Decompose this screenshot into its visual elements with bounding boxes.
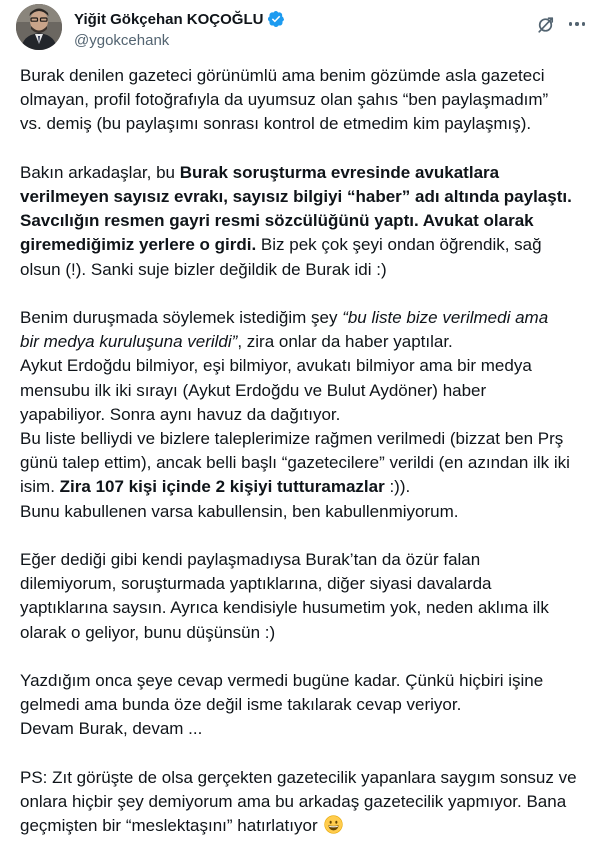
- text-line: yapabiliyor. Sonra aynı havuz da dağıtıyor.: [20, 404, 341, 424]
- author-block: [74, 9, 285, 49]
- text-line: gelmedi ama bunda öze değil isme takılarak cevap veriyor.: [20, 695, 462, 715]
- text-run: :)).: [384, 477, 411, 497]
- tweet-text: [20, 64, 592, 838]
- paragraph-1: [20, 64, 592, 137]
- text-line: [20, 233, 592, 257]
- text-run: isim.: [20, 477, 60, 497]
- text-run: Biz pek çok şeyi ondan öğrendik, sağ: [256, 235, 542, 255]
- paragraph-4: [20, 548, 592, 645]
- more-options-icon[interactable]: [566, 13, 588, 35]
- bold-text: verilmeyen sayısız evrakı, sayısız bilgiyi “haber” adı altında paylaştı.: [20, 187, 572, 206]
- text-line: [20, 330, 592, 354]
- text-line: [20, 306, 592, 330]
- text-run: Bakın arkadaşlar, bu: [20, 162, 180, 182]
- text-run: geçmişten bir “meslektaşını” hatırlatıyor: [20, 816, 318, 836]
- author-display-name[interactable]: Yiğit Gökçehan KOÇOĞLU: [74, 10, 264, 28]
- paragraph-5: [20, 669, 592, 742]
- avatar-photo: [16, 4, 62, 50]
- bold-text: Savcılığın resmen gayri resmi sözcülüğünü yaptı. Avukat olarak: [20, 211, 534, 231]
- author-handle[interactable]: @ygokcehank: [74, 32, 170, 49]
- italic-text: “bu liste bize verilmedi ama: [342, 308, 549, 327]
- author-name-row: [74, 9, 285, 29]
- text-line: dilemiyorum, soruşturmada yaptıklarına, diğer siyasi davalarda: [20, 574, 492, 594]
- text-line: Aykut Erdoğdu bilmiyor, eşi bilmiyor, avukatı bilmiyor ama bir medya: [20, 356, 532, 376]
- text-line: [20, 161, 592, 185]
- paragraph-3: [20, 306, 592, 524]
- text-line: olsun (!). Sanki suje bizler değildik de Burak idi :): [20, 259, 387, 279]
- text-line: mensubu ilk iki sırayı (Aykut Erdoğdu ve Bulut Aydöner) haber: [20, 380, 487, 400]
- text-line: Bu liste belliydi ve bizlere taleplerimize rağmen verilmedi (bizzat ben Prş: [20, 429, 564, 449]
- italic-text: bir medya kuruluşuna verildi”: [20, 332, 238, 352]
- text-line: Burak denilen gazeteci görünümlü ama benim gözümde asla gazeteci: [20, 66, 545, 85]
- bold-text: giremediğimiz yerlere o girdi.: [20, 235, 257, 255]
- text-line: Yazdığım onca şeye cevap vermedi bugüne kadar. Çünkü hiçbiri işine: [20, 671, 544, 691]
- grok-icon[interactable]: [536, 15, 556, 35]
- bold-text: Zira 107 kişi içinde 2 kişiyi tutturamazlar: [59, 477, 385, 497]
- text-line: [20, 814, 592, 838]
- verified-badge-icon[interactable]: [267, 10, 285, 28]
- bold-text: Burak soruşturma evresinde avukatlara: [179, 162, 500, 182]
- text-line: Devam Burak, devam ...: [20, 719, 203, 739]
- text-line: [20, 185, 592, 209]
- paragraph-6: [20, 766, 592, 839]
- text-line: onlara hiçbir şey demiyorum ama bu arkadaş gazetecilik yapmıyor. Bana: [20, 792, 567, 812]
- text-line: [20, 475, 592, 499]
- avatar[interactable]: [16, 4, 62, 50]
- text-line: olmayan, profil fotoğrafıyla da uyumsuz olan şahıs “ben paylaşmadım”: [20, 90, 549, 110]
- text-line: Bunu kabullenen varsa kabullensin, ben kabullenmiyorum.: [20, 501, 459, 521]
- text-line: yaptıklarına saysın. Ayrıca kendisiyle husumetim yok, neden aklıma ilk: [20, 598, 549, 618]
- text-line: günü talep ettim), ancak belli başlı “gazetecilere” verildi (en azından ilk iki: [20, 453, 570, 473]
- text-line: PS: Zıt görüşte de olsa gerçekten gazetecilik yapanlara saygım sonsuz ve: [20, 767, 577, 787]
- text-run: , zira onlar da haber yaptılar.: [237, 332, 453, 352]
- text-line: Eğer dediği gibi kendi paylaşmadıysa Burak’tan da özür falan: [20, 550, 481, 570]
- text-line: olarak o geliyor, bunu düşünsün :): [20, 622, 276, 642]
- grinning-face-emoji: [324, 815, 343, 834]
- text-line: vs. demiş (bu paylaşımı sonrası kontrol de etmedim kim paylaşmış).: [20, 114, 532, 134]
- text-run: Benim duruşmada söylemek istediğim şey: [20, 308, 343, 327]
- paragraph-2: [20, 161, 592, 282]
- text-line: [20, 209, 592, 233]
